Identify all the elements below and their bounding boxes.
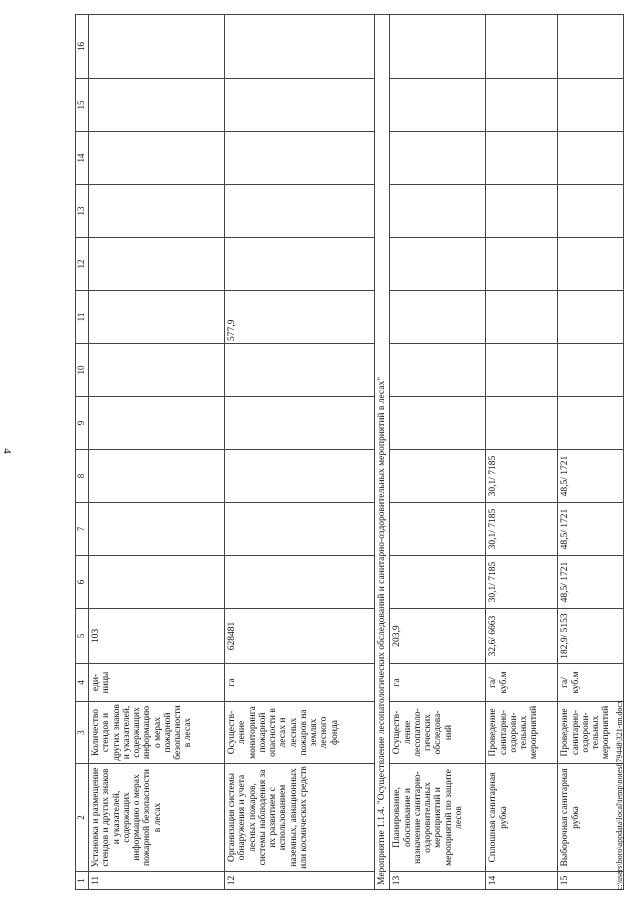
- cell-c9: [225, 397, 375, 450]
- cell-unit: га/куб.м: [486, 664, 558, 702]
- cell-c10: [390, 344, 486, 397]
- column-number-6: 6: [76, 556, 89, 609]
- column-number-8: 8: [76, 450, 89, 503]
- column-number-2: 2: [76, 764, 89, 872]
- cell-c13: [89, 185, 225, 238]
- cell-c7: [225, 503, 375, 556]
- cell-c16: [89, 15, 225, 79]
- table-row: [390, 15, 486, 890]
- table-row: [486, 15, 558, 890]
- cell-c15: [390, 79, 486, 132]
- column-number-row: [76, 15, 89, 890]
- table-row: [558, 15, 624, 890]
- section-row: [375, 15, 390, 890]
- cell-c11: [486, 291, 558, 344]
- cell-indicator: Проведение санитарно-оздорови-тельных мероприятий: [558, 702, 624, 764]
- column-number-1: 1: [76, 872, 89, 890]
- cell-no: 13: [390, 872, 486, 890]
- cell-name: Планирование, обоснование и назначение санитарно-оздоровительных мероприятий и мероприятий по защите лесов: [390, 764, 486, 872]
- cell-c8: [89, 450, 225, 503]
- cell-c16: [486, 15, 558, 79]
- column-number-4: 4: [76, 664, 89, 702]
- column-number-16: 16: [76, 15, 89, 79]
- cell-c14: [486, 132, 558, 185]
- column-number-7: 7: [76, 503, 89, 556]
- table-row: [225, 15, 375, 890]
- cell-unit: га/куб.м: [558, 664, 624, 702]
- cell-c9: [558, 397, 624, 450]
- cell-c15: [225, 79, 375, 132]
- cell-c8: [390, 450, 486, 503]
- cell-c14: [390, 132, 486, 185]
- cell-indicator: Осуществ-ление лесопатоло-гических обследова-ний: [390, 702, 486, 764]
- column-number-12: 12: [76, 238, 89, 291]
- cell-c9: [89, 397, 225, 450]
- cell-c5: 32,6/ 6663: [486, 609, 558, 664]
- cell-c6: 30,1/ 7185: [486, 556, 558, 609]
- column-number-5: 5: [76, 609, 89, 664]
- table-row: [89, 15, 225, 890]
- cell-c10: [558, 344, 624, 397]
- cell-c7: 30,1/ 7185: [486, 503, 558, 556]
- cell-no: 15: [558, 872, 624, 890]
- column-number-3: 3: [76, 702, 89, 764]
- cell-no: 11: [89, 872, 225, 890]
- cell-c15: [486, 79, 558, 132]
- cell-c11: [89, 291, 225, 344]
- cell-no: 14: [486, 872, 558, 890]
- column-number-14: 14: [76, 132, 89, 185]
- cell-c13: [225, 185, 375, 238]
- cell-name: Организация системы обнаружения и учета лесных пожаров, системы наблюдения за их развитием с использованием наземных, авиационных или космических средств: [225, 764, 375, 872]
- cell-indicator: Осуществ-ление мониторинга пожарной опасности в лесах и лесных пожаров на землях лесного фонда: [225, 702, 375, 764]
- cell-c15: [89, 79, 225, 132]
- cell-c6: 48,5/ 1721: [558, 556, 624, 609]
- cell-c14: [89, 132, 225, 185]
- cell-c5: 203,9: [390, 609, 486, 664]
- cell-c16: [225, 15, 375, 79]
- cell-c14: [225, 132, 375, 185]
- cell-c7: 48,5/ 1721: [558, 503, 624, 556]
- cell-c6: [225, 556, 375, 609]
- cell-c16: [390, 15, 486, 79]
- footer-path: c:\users\boro\appdata\local\temp\notes879448\321-nn.docx: [615, 700, 624, 890]
- cell-c10: [89, 344, 225, 397]
- cell-unit: га: [225, 664, 375, 702]
- cell-c11: [390, 291, 486, 344]
- column-number-13: 13: [76, 185, 89, 238]
- cell-c16: [558, 15, 624, 79]
- cell-name: Выборочная санитарная рубка: [558, 764, 624, 872]
- cell-c14: [558, 132, 624, 185]
- cell-c8: 30,1/ 7185: [486, 450, 558, 503]
- cell-no: 12: [225, 872, 375, 890]
- cell-c13: [558, 185, 624, 238]
- cell-c10: [225, 344, 375, 397]
- cell-c12: [225, 238, 375, 291]
- cell-unit: га: [390, 664, 486, 702]
- cell-c6: [89, 556, 225, 609]
- cell-c5: 103: [89, 609, 225, 664]
- cell-c6: [390, 556, 486, 609]
- column-number-15: 15: [76, 79, 89, 132]
- cell-c13: [486, 185, 558, 238]
- cell-unit: еди-ницы: [89, 664, 225, 702]
- rotated-table-page: [75, 15, 624, 890]
- cell-c5: 628481: [225, 609, 375, 664]
- cell-c9: [390, 397, 486, 450]
- cell-c7: [390, 503, 486, 556]
- column-number-10: 10: [76, 344, 89, 397]
- cell-c12: [390, 238, 486, 291]
- cell-c12: [486, 238, 558, 291]
- cell-c12: [558, 238, 624, 291]
- cell-c10: [486, 344, 558, 397]
- cell-c8: 48,5/ 1721: [558, 450, 624, 503]
- cell-c15: [558, 79, 624, 132]
- cell-name: Установка и размещение стендов и других знаков и указателей, содержащих информацию о мерах пожарной безопасности в лесах: [89, 764, 225, 872]
- cell-name: Сплошная санитарная рубка: [486, 764, 558, 872]
- column-number-9: 9: [76, 397, 89, 450]
- cell-c11: 577,9: [225, 291, 375, 344]
- page-number: 4: [1, 448, 13, 454]
- section-title: Мероприятие 1.1.4. "Осуществление лесопатологических обследований и санитарно-оздоровительных мероприятий в лесах": [375, 15, 390, 890]
- measures-table: [75, 14, 624, 890]
- cell-c8: [225, 450, 375, 503]
- cell-c9: [486, 397, 558, 450]
- column-number-11: 11: [76, 291, 89, 344]
- cell-c13: [390, 185, 486, 238]
- cell-c5: 182,9/ 5153: [558, 609, 624, 664]
- cell-c12: [89, 238, 225, 291]
- cell-indicator: Количество стендов и других знаков и указателей, содержащих информацию о мерах пожарной безопасности в лесах: [89, 702, 225, 764]
- cell-c11: [558, 291, 624, 344]
- cell-c7: [89, 503, 225, 556]
- cell-indicator: Проведение санитарно-оздорови-тельных мероприятий: [486, 702, 558, 764]
